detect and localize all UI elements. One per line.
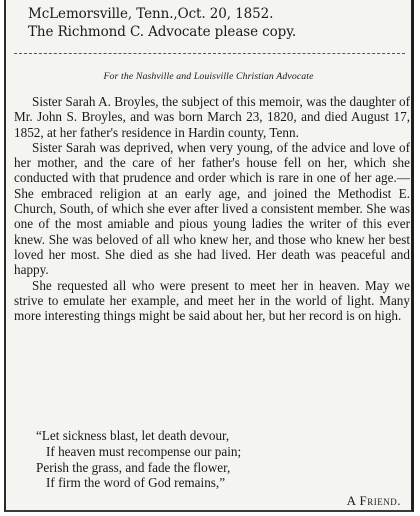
dedication-heading: For the Nashville and Louisville Christian Advocate <box>103 71 314 82</box>
signature: A Friend. <box>346 493 401 508</box>
poem-line: “Let sickness blast, let death devour, <box>36 428 230 443</box>
poem-line: If heaven must recompense our pain; <box>46 443 242 459</box>
divider-rule <box>14 53 405 54</box>
memoir-body <box>14 94 410 323</box>
poem-line: Perish the grass, and fade the flower, <box>36 459 231 475</box>
memoir-paragraph: Sister Sarah was deprived, when very young, of the advice and love of her mother, and the care of her father's house fell on her, which she conducted with that prudence and order which is rare in one of her age.—She embraced religion at an early age, and joined the Methodist E. Church, South, of which she ever after lived a consistent member. She was one of the most amiable and pious young ladies the writer of this ever knew. She was beloved of all who knew her, and those who knew her best loved her most. She died as she had lived. Her death was peaceful and happy. <box>14 139 410 278</box>
poem-stanza <box>36 428 241 491</box>
notice-dateline: McLemorsville, Tenn.,Oct. 20, 1852. <box>28 6 274 22</box>
memoir-paragraph: She requested all who were present to meet her in heaven. May we strive to emulate her example, and meet her in the world of light. Many more interesting things might be said about her, but her record is on high. <box>14 277 410 324</box>
poem-line: If firm the word of God remains,” <box>46 475 226 491</box>
newspaper-clipping <box>4 0 414 512</box>
memoir-paragraph: Sister Sarah A. Broyles, the subject of this memoir, was the daughter of Mr. John S. Broyles, and was born March 23, 1820, and died August 17, 1852, at her father's residence in Hardin county, Tenn. <box>14 94 410 140</box>
notice-copy-request: The Richmond C. Advocate please copy. <box>28 24 297 40</box>
